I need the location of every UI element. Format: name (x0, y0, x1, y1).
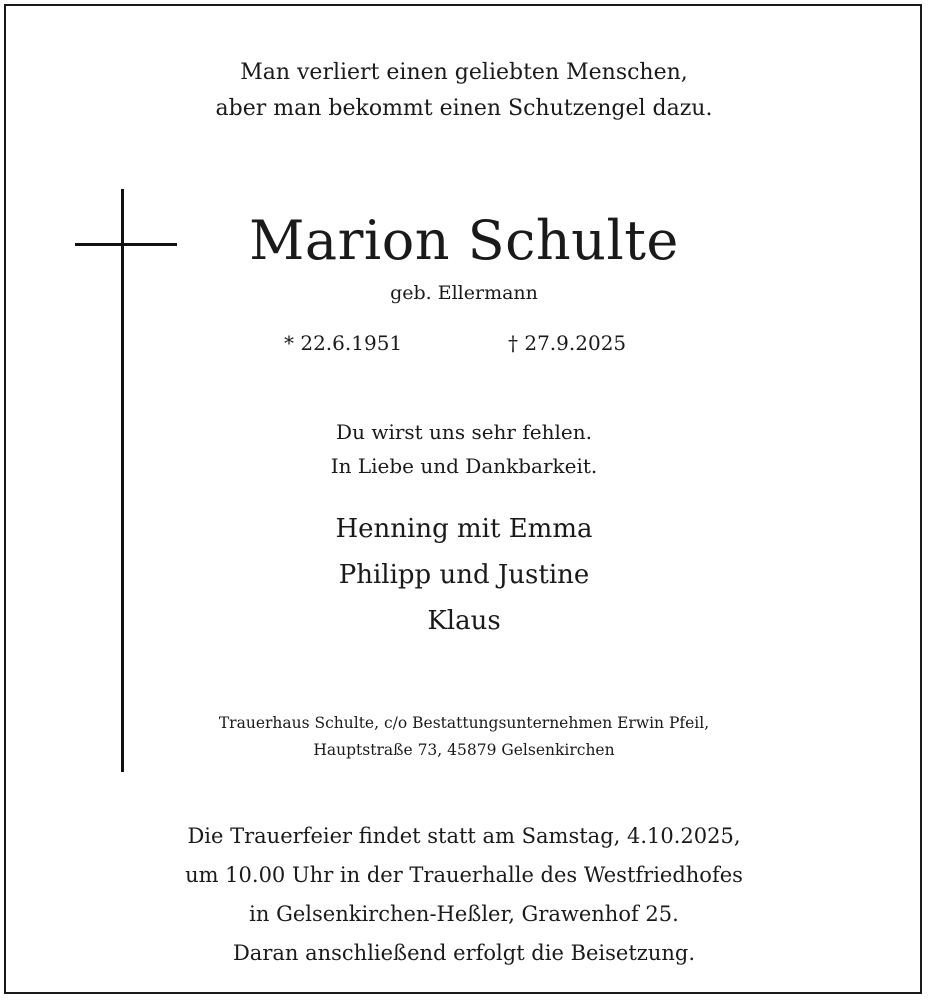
address-line: Trauerhaus Schulte, c/o Bestattungsunternehmen Erwin Pfeil, (218, 714, 710, 732)
birth-name: geb. Ellermann (390, 282, 538, 304)
mourning-address (160, 710, 768, 764)
closing-words (180, 415, 748, 483)
mourners-list (180, 506, 748, 644)
funeral-line: um 10.00 Uhr in der Trauerhalle des Westfriedhofes (185, 863, 743, 887)
funeral-line: Daran anschließend erfolgt die Beisetzung. (232, 941, 696, 965)
motto-line: Man verliert einen geliebten Menschen, (240, 60, 688, 85)
mourner: Henning mit Emma (335, 514, 593, 544)
mourner: Philipp und Justine (338, 560, 590, 590)
closing-line: In Liebe und Dankbarkeit. (330, 454, 598, 478)
birth-date: * 22.6.1951 (284, 331, 403, 355)
mourner: Klaus (427, 606, 501, 636)
cross-icon (121, 189, 124, 772)
closing-line: Du wirst uns sehr fehlen. (336, 420, 592, 444)
funeral-line: in Gelsenkirchen-Heßler, Grawenhof 25. (249, 902, 679, 926)
funeral-details (120, 817, 808, 973)
deceased-name: Marion Schulte (249, 209, 679, 272)
address-line: Hauptstraße 73, 45879 Gelsenkirchen (313, 741, 615, 759)
motto-line: aber man bekommt einen Schutzengel dazu. (215, 96, 713, 121)
funeral-line: Die Trauerfeier findet statt am Samstag, 4.10.2025, (187, 824, 741, 848)
death-date: † 27.9.2025 (508, 331, 627, 355)
motto (180, 55, 748, 127)
